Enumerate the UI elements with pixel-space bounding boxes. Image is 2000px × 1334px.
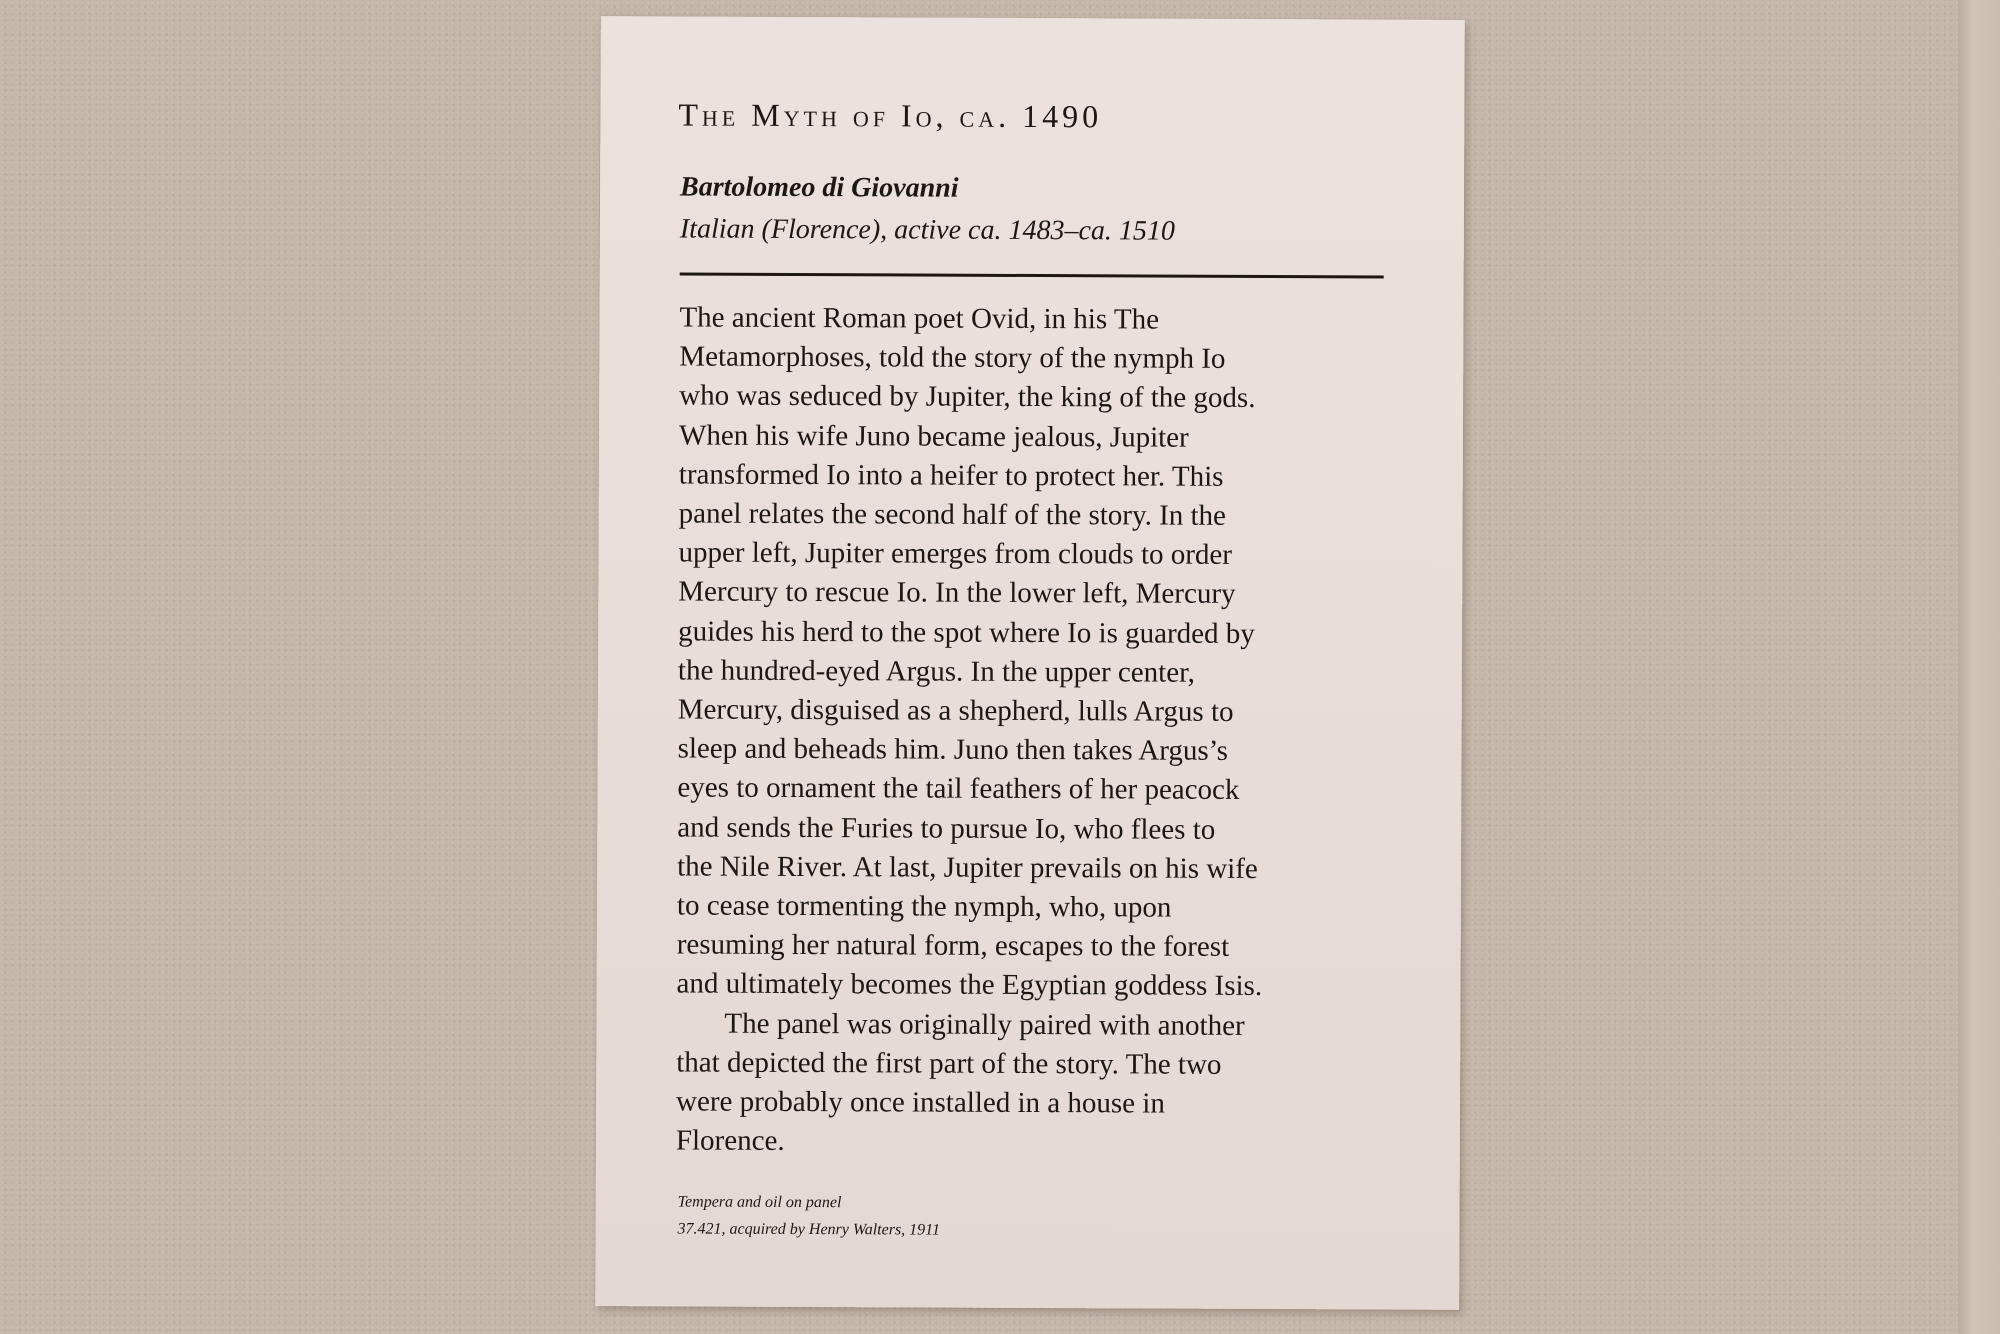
description-line: upper left, Jupiter emerges from clouds to order: [678, 536, 1233, 572]
wall-corner: [1958, 0, 2000, 1334]
description-line: The ancient Roman poet Ovid, in his The: [679, 301, 1160, 336]
medium-text: Tempera and oil on panel: [677, 1193, 842, 1212]
description-line: Florence.: [675, 1124, 785, 1158]
description-line: panel relates the second half of the story. In the: [678, 497, 1227, 532]
museum-placard: [595, 16, 1465, 1310]
description-line: who was seduced by Jupiter, the king of the gods.: [679, 379, 1256, 415]
description-line: Mercury, disguised as a shepherd, lulls Argus to: [677, 693, 1234, 728]
description-line: The panel was originally paired with another: [724, 1007, 1245, 1042]
description-line: and sends the Furies to pursue Io, who flees to: [677, 811, 1216, 846]
credit-line: [677, 1188, 940, 1243]
description-line: transformed Io into a heifer to protect her. This: [678, 458, 1224, 493]
description-line: to cease tormenting the nymph, who, upon: [676, 889, 1172, 924]
description-line: were probably once installed in a house in: [676, 1085, 1165, 1120]
artist-nationality: Italian (Florence), active ca. 1483–ca. 1510: [679, 213, 1175, 247]
description-line: When his wife Juno became jealous, Jupiter: [678, 419, 1189, 454]
description-line: Mercury to rescue Io. In the lower left, Mercury: [678, 575, 1236, 611]
artwork-title: The Myth of Io, ca. 1490: [678, 96, 1103, 135]
description-line: Metamorphoses, told the story of the nymph Io: [679, 340, 1226, 376]
artist-name: Bartolomeo di Giovanni: [680, 171, 959, 204]
description-line: the Nile River. At last, Jupiter prevails on his wife: [677, 850, 1258, 885]
description-line: the hundred-eyed Argus. In the upper center,: [677, 654, 1195, 689]
description-line: and ultimately becomes the Egyptian goddess Isis.: [676, 967, 1263, 1003]
description-line: that depicted the first part of the story. The two: [676, 1046, 1222, 1081]
description-line: sleep and beheads him. Juno then takes Argus’s: [677, 732, 1229, 768]
description-line: resuming her natural form, escapes to the forest: [676, 928, 1230, 964]
divider-rule: [680, 272, 1384, 278]
description-line: guides his herd to the spot where Io is guarded by: [678, 615, 1255, 650]
description-line: eyes to ornament the tail feathers of her peacock: [677, 771, 1240, 807]
description-text: [676, 298, 1400, 1164]
accession-text: 37.421, acquired by Henry Walters, 1911: [677, 1220, 941, 1239]
